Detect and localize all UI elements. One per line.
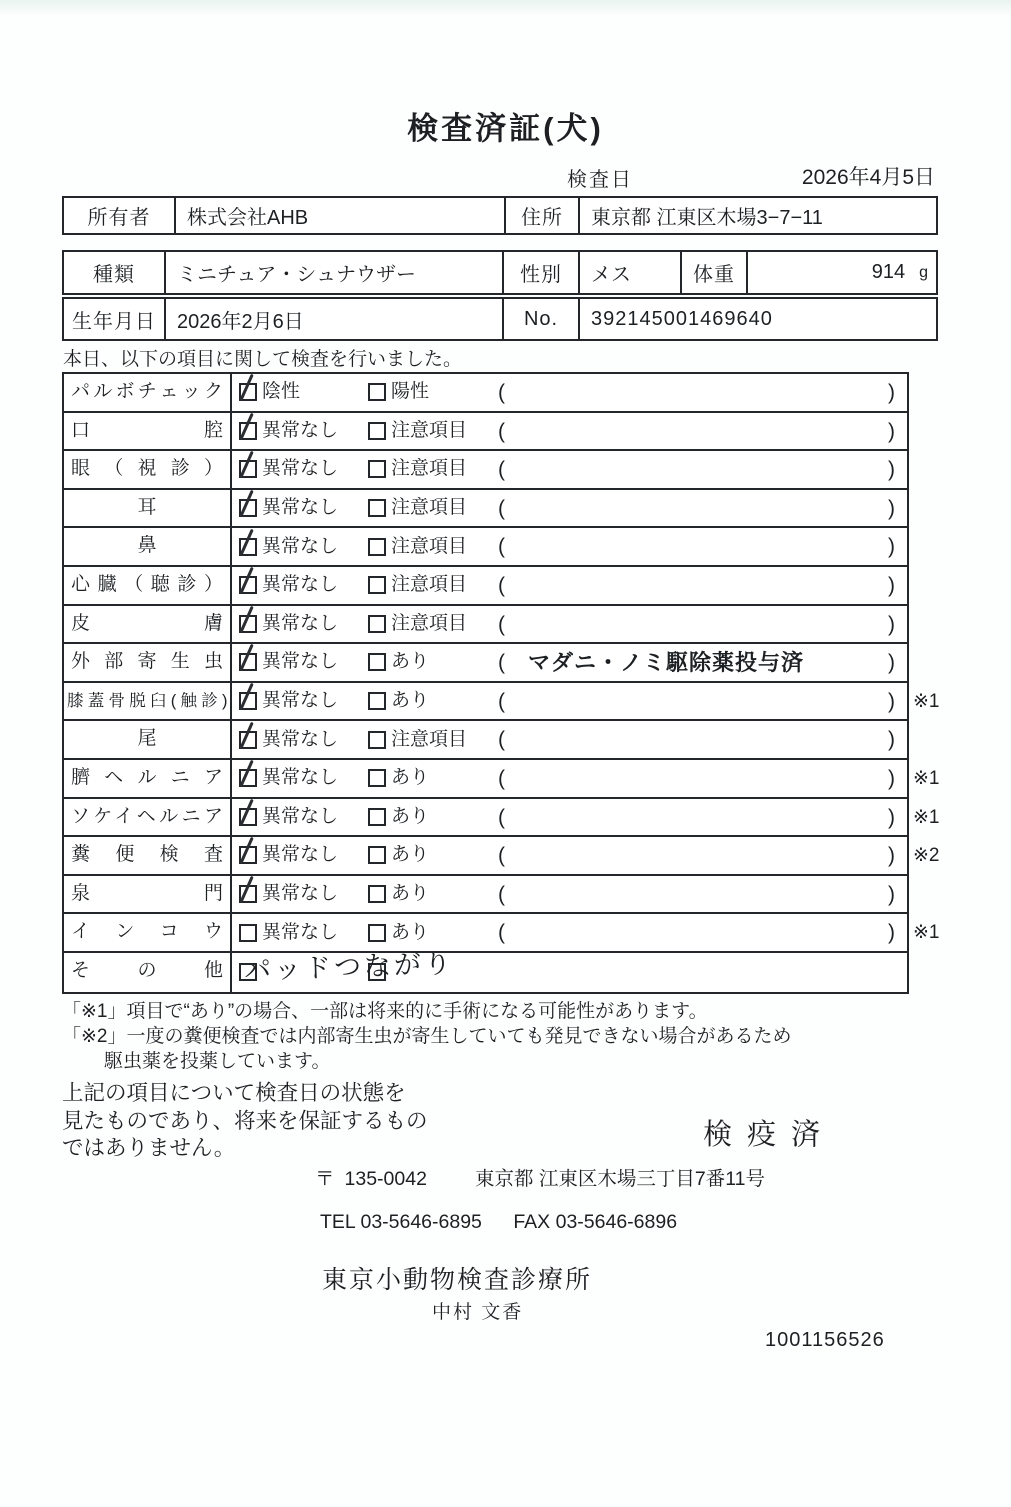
option-2 [368,374,429,411]
checklist-item-label: 耳 [64,490,232,527]
weight-value-cell [746,252,936,293]
option-2 [368,567,467,604]
option-2 [368,760,429,797]
option-2-label: あり [391,921,430,943]
paren-close: ) [888,844,895,868]
option-1-label: 異常なし [262,612,339,634]
paren-open: ( [498,535,505,559]
weight-label: 体重 [680,252,746,293]
sex-value: メス [578,252,680,293]
option-2-label: あり [391,690,430,712]
paren-close: ) [888,766,895,790]
checkbox-icon [239,808,257,826]
checklist-row [64,374,907,413]
checklist-item-label: 膝蓋骨脱臼(触診) [64,683,232,720]
checklist-row-content [232,837,940,874]
paren-open: ( [498,728,505,752]
option-2 [368,799,429,836]
checklist-row-content [232,948,907,992]
tel-number: 03-5646-6895 [360,1211,482,1233]
option-2-label: あり [391,844,430,866]
checkbox-icon [368,885,386,903]
checklist-row [64,528,907,567]
paren-open: ( [498,766,505,790]
checkbox-icon [368,924,386,942]
checklist-table [62,372,940,994]
option-1 [239,528,338,565]
checklist-row [64,760,940,799]
checklist-item-label: 外部寄生虫 [64,644,232,681]
tel-label: TEL [320,1211,356,1233]
checkbox-icon [239,846,257,864]
weight-unit: g [919,263,928,281]
footnote-mark: ※1 [913,806,940,828]
checklist-row-content [232,451,907,488]
checkbox-icon [239,383,257,401]
paren-close: ) [888,651,895,675]
checklist-item-label: ソケイヘルニア [64,799,232,836]
number-value: 392145001469640 [578,299,936,339]
checklist-item-label: パルボチェック [64,374,232,411]
option-2-label: あり [391,651,430,673]
checkbox-icon [368,692,386,710]
checkbox-icon [368,383,386,401]
document-title: 検査済証(犬) [407,111,604,146]
checklist-row [64,876,907,915]
checklist-row-content [232,567,907,604]
option-2-label: あり [391,767,430,789]
owner-table [62,196,938,235]
checklist-row-content [232,644,907,681]
option-1-label: 異常なし [262,574,339,596]
checkbox-icon [239,460,257,478]
checklist-row-content [232,490,907,527]
checkbox-icon [368,731,386,749]
checklist-item-label: 糞便検査 [64,837,232,874]
checklist-row-content [232,606,907,643]
checklist-row [64,683,940,722]
option-2-label: 注意項目 [391,419,468,441]
weight-value: 914 [871,261,906,283]
checklist-row [64,490,907,529]
checklist-row-content [232,413,907,450]
birthdate-value: 2026年2月6日 [164,299,502,339]
option-2 [368,413,467,450]
option-1 [239,760,338,797]
option-2-label: 注意項目 [391,728,468,750]
remarks-text: マダニ・ノミ駆除薬投与済 [528,650,805,676]
number-label: No. [502,299,578,339]
inspection-date-label: 検査日 [567,169,633,191]
paren-close: ) [888,535,895,559]
checklist-row-content [232,683,940,720]
handwritten-note: パッドつながり [243,948,455,986]
checklist-item-label: 心臓（聴診） [64,567,232,604]
footnotes-block [62,999,792,1074]
checkbox-icon [239,924,257,942]
paren-open: ( [498,458,505,482]
footnote-mark: ※1 [913,922,940,944]
option-1 [239,837,338,874]
option-1 [239,490,338,527]
address-value: 東京都 江東区木場3−7−11 [578,198,936,233]
option-1 [239,683,338,720]
option-1 [239,644,338,681]
checkbox-icon [239,615,257,633]
clinic-address: 東京都 江東区木場三丁目7番11号 [474,1168,765,1190]
veterinarian-name: 中村 文香 [432,1302,524,1323]
paren-close: ) [888,882,895,906]
checklist-row [64,948,907,992]
checkbox-icon [368,769,386,787]
paren-open: ( [498,381,505,404]
paren-close: ) [888,496,895,520]
option-2-label: 注意項目 [391,612,468,634]
footnote-2-line-2: 駆虫薬を投薬しています。 [104,1051,331,1072]
checklist-row-content [232,374,907,411]
option-1-label: 異常なし [262,728,339,750]
option-1-label: 異常なし [262,419,339,441]
serial-number: 1001156526 [765,1329,885,1351]
option-1-label: 異常なし [262,651,339,673]
paren-open: ( [498,419,505,443]
option-2 [368,606,467,643]
disclaimer-block [62,1080,428,1163]
checkbox-icon [368,615,386,633]
option-2 [368,490,467,527]
footnote-1: 「※1」項目で“あり”の場合、一部は将来的に手術になる可能性があります。 [62,1001,708,1022]
checklist-row-content [232,799,940,836]
option-2 [368,644,429,681]
checkbox-icon [368,808,386,826]
checklist-item-label: 眼（視診） [64,451,232,488]
fax-number: 03-5646-6896 [555,1211,678,1233]
option-2 [368,528,467,565]
paren-open: ( [498,882,505,906]
option-1-label: 異常なし [262,883,339,905]
postal-mark-icon: 〒 [315,1168,335,1190]
quarantine-stamp: 検疫済 [703,1119,836,1151]
checkbox-icon [368,422,386,440]
option-1-label: 異常なし [262,844,339,866]
option-1 [239,876,338,913]
paren-open: ( [498,651,505,675]
option-1-label: 異常なし [262,921,339,943]
paren-close: ) [888,458,895,482]
disclaimer-line-2: 見たものであり、将来を保証するもの [62,1108,428,1133]
checkbox-icon [239,692,257,710]
paren-close: ) [888,728,895,752]
option-1-label: 異常なし [262,535,339,557]
option-1-label: 陰性 [262,381,301,403]
option-1-label: 異常なし [262,805,339,827]
checklist-row [64,644,907,683]
checkbox-icon [368,846,386,864]
option-2-label: あり [391,883,430,905]
animal-info-row-1 [62,250,938,295]
scan-edge-tint [0,0,1011,16]
option-2 [368,451,467,488]
paren-close: ) [888,805,895,829]
breed-label: 種類 [93,264,135,286]
paren-close: ) [888,573,895,597]
checkbox-icon [239,653,257,671]
paren-close: ) [888,612,895,636]
paren-open: ( [498,689,505,713]
option-1 [239,451,338,488]
paren-open: ( [498,844,505,868]
option-2-label: 陽性 [391,381,430,403]
checklist-row [64,451,907,490]
option-1 [239,721,338,758]
birthdate-label: 生年月日 [72,310,156,333]
checklist-item-label: その他 [64,953,232,992]
option-2-label: 注意項目 [391,574,468,596]
clinic-name: 東京小動物検査診療所 [322,1266,593,1294]
checkbox-icon [368,460,386,478]
paren-close: ) [888,419,895,443]
checklist-row-content [232,914,940,951]
inspection-date-value: 2026年4月5日 [801,166,935,189]
checkbox-icon [239,769,257,787]
paren-open: ( [498,496,505,520]
option-1-label: 異常なし [262,767,339,789]
checkbox-icon [239,731,257,749]
checkbox-icon [368,653,386,671]
address-label: 住所 [504,198,578,233]
checklist-row [64,721,907,760]
checklist-row [64,914,940,953]
checklist-row [64,606,907,645]
checklist-row-content [232,721,907,758]
checklist-row [64,413,907,452]
paren-open: ( [498,805,505,829]
option-2 [368,721,467,758]
disclaimer-line-3: ではありません。 [62,1136,236,1160]
checklist-item-label: 鼻 [64,528,232,565]
owner-label: 所有者 [87,207,151,229]
clinic-postal-line [315,1163,765,1191]
owner-value: 株式会社AHB [174,198,504,233]
option-1-label: 異常なし [262,690,339,712]
checkbox-icon [368,538,386,556]
footnote-mark: ※1 [913,767,940,789]
option-2-label: 注意項目 [391,535,468,557]
disclaimer-line-1: 上記の項目について検査日の状態を [62,1081,406,1105]
option-1 [239,799,338,836]
checkbox-icon [368,499,386,517]
footnote-mark: ※2 [913,845,940,867]
checklist-item-label: 臍ヘルニア [64,760,232,797]
option-1 [239,606,338,643]
checklist-item-label: 皮膚 [64,606,232,643]
option-1 [239,914,338,951]
checkbox-icon [239,576,257,594]
option-2-label: 注意項目 [391,458,468,480]
option-1 [239,567,338,604]
option-2 [368,914,429,951]
paren-close: ) [888,689,895,713]
checkbox-icon [239,422,257,440]
checklist-row [64,567,907,606]
paren-open: ( [498,921,505,945]
animal-info-row-2 [62,297,938,341]
checklist-item-label: インコウ [64,914,232,951]
checkbox-icon [239,499,257,517]
intro-text: 本日、以下の項目に関して検査を行いました。 [63,349,463,370]
option-2-label: あり [391,805,430,827]
checkbox-icon [368,576,386,594]
paren-close: ) [888,921,895,945]
checklist-row [64,837,940,876]
checklist-row-content [232,528,907,565]
checklist-item-label: 口腔 [64,413,232,450]
option-2-label: 注意項目 [391,497,468,519]
paren-close: ) [888,381,895,404]
checklist-row [64,799,940,838]
checklist-item-label: 尾 [64,721,232,758]
checklist-row-content [232,760,940,797]
option-1 [239,413,338,450]
footnote-mark: ※1 [913,690,940,712]
footnote-2-line-1: 「※2」一度の糞便検査では内部寄生虫が寄生していても発見できない場合があるため [62,1026,792,1047]
paren-open: ( [498,612,505,636]
option-2 [368,683,429,720]
option-1-label: 異常なし [262,458,339,480]
postal-code: 135-0042 [344,1168,427,1190]
option-1 [239,374,300,411]
checkbox-icon [239,885,257,903]
checkbox-icon [239,538,257,556]
checklist-item-label: 泉門 [64,876,232,913]
sex-label: 性別 [502,252,578,293]
clinic-telfax-line [320,1211,677,1234]
fax-label: FAX [513,1211,551,1233]
option-2 [368,876,429,913]
option-2 [368,837,429,874]
breed-value: ミニチュア・シュナウザー [164,252,502,293]
checklist-row-content [232,876,907,913]
paren-open: ( [498,573,505,597]
option-1-label: 異常なし [262,497,339,519]
